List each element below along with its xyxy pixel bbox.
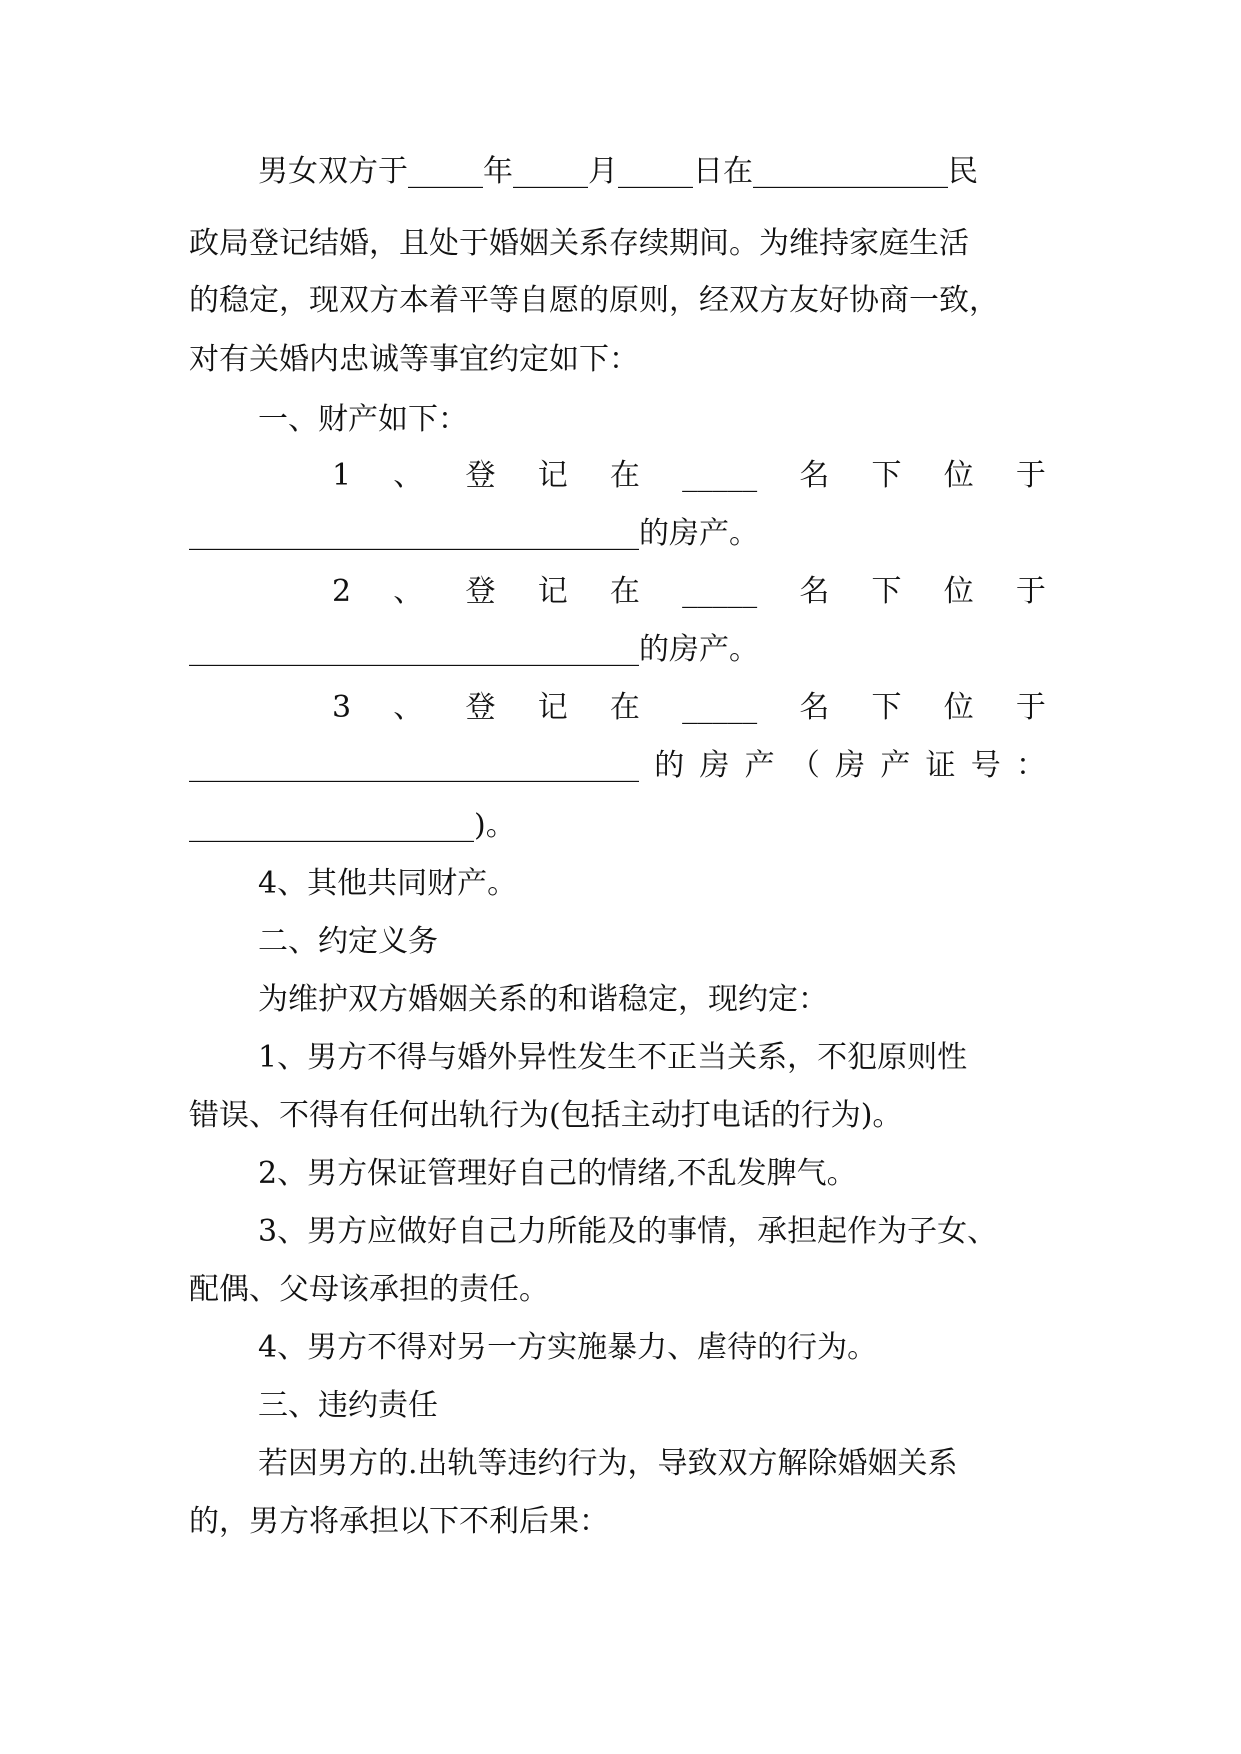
duty-3-line-1: 3、男方应做好自己力所能及的事情，承担起作为子女、 [258,1214,998,1249]
item-2-token: 登 [465,574,496,609]
item-2-token: 记 [537,574,568,609]
property-item-3-line-2 [189,746,1046,786]
item-3-token: 位 [943,690,974,725]
item-3-token: 产 [880,748,911,783]
item-2-token: 2 [332,574,352,609]
item-3-token: 的 [654,748,685,783]
item-2-token: 于 [1015,574,1046,609]
item-3-token: 记 [537,690,568,725]
item-3-token: 房 [699,748,730,783]
section-3-line-1: 若因男方的.出轨等违约行为，导致双方解除婚姻关系 [258,1446,958,1481]
property-item-2-line-2: ______________________________的房产。 [189,632,759,667]
duty-4: 4、男方不得对另一方实施暴力、虐待的行为。 [258,1330,878,1365]
item-2-token: 、 [393,574,424,609]
duty-1-line-2: 错误、不得有任何出轨行为(包括主动打电话的行为)。 [189,1098,903,1133]
item-1-token: 下 [871,458,902,493]
duty-2: 2、男方保证管理好自己的情绪,不乱发脾气。 [258,1156,857,1191]
item-3-token: ： [1015,748,1046,783]
item-1-blank: _____ [682,458,758,493]
property-item-3-line-1 [332,688,1046,728]
item-3-token: 名 [799,690,830,725]
item-3-token: 产 [744,748,775,783]
item-3-token: 3 [332,690,352,725]
item-2-blank: _____ [682,574,758,609]
item-1-token: 在 [609,458,640,493]
item-1-token: 、 [393,458,424,493]
property-item-4: 4、其他共同财产。 [258,866,518,901]
item-3-blank: ______________________________ [189,748,639,783]
item-3-token: 下 [871,690,902,725]
item-3-token: （ [789,748,820,783]
item-3-token: 证 [925,748,956,783]
item-2-token: 位 [943,574,974,609]
item-2-token: 在 [609,574,640,609]
item-1-token: 1 [332,458,352,493]
item-3-token: 号 [970,748,1001,783]
section-3-line-2: 的，男方将承担以下不利后果： [189,1504,609,1539]
item-1-token: 于 [1015,458,1046,493]
duty-3-line-2: 配偶、父母该承担的责任。 [189,1272,549,1307]
paragraph-intro-line-2: 政局登记结婚，且处于婚姻关系存续期间。为维持家庭生活 [189,226,969,261]
item-1-token: 记 [537,458,568,493]
item-3-token: 房 [835,748,866,783]
paragraph-intro-line-4: 对有关婚内忠诚等事宜约定如下： [189,342,639,377]
paragraph-intro-line-1: 男女双方于_____年_____月_____日在_____________民 [258,154,978,189]
item-1-token: 位 [943,458,974,493]
item-3-blank: _____ [682,690,758,725]
item-3-token: 于 [1015,690,1046,725]
property-item-1-line-2: ______________________________的房产。 [189,516,759,551]
property-item-1-line-1 [332,456,1046,496]
item-3-token: 在 [609,690,640,725]
item-2-token: 名 [799,574,830,609]
section-1-heading: 一、财产如下： [258,402,468,437]
section-3-heading: 三、违约责任 [258,1388,438,1423]
duty-1-line-1: 1、男方不得与婚外异性发生不正当关系，不犯原则性 [258,1040,968,1075]
section-2-heading: 二、约定义务 [258,924,438,959]
item-3-token: 、 [393,690,424,725]
section-2-intro: 为维护双方婚姻关系的和谐稳定，现约定： [258,982,828,1017]
item-3-token: 登 [465,690,496,725]
property-item-3-line-3: ___________________)。 [189,808,516,843]
paragraph-intro-line-3: 的稳定，现双方本着平等自愿的原则，经双方友好协商一致， [189,283,999,318]
item-1-token: 登 [465,458,496,493]
property-item-2-line-1 [332,572,1046,612]
item-2-token: 下 [871,574,902,609]
item-1-token: 名 [799,458,830,493]
